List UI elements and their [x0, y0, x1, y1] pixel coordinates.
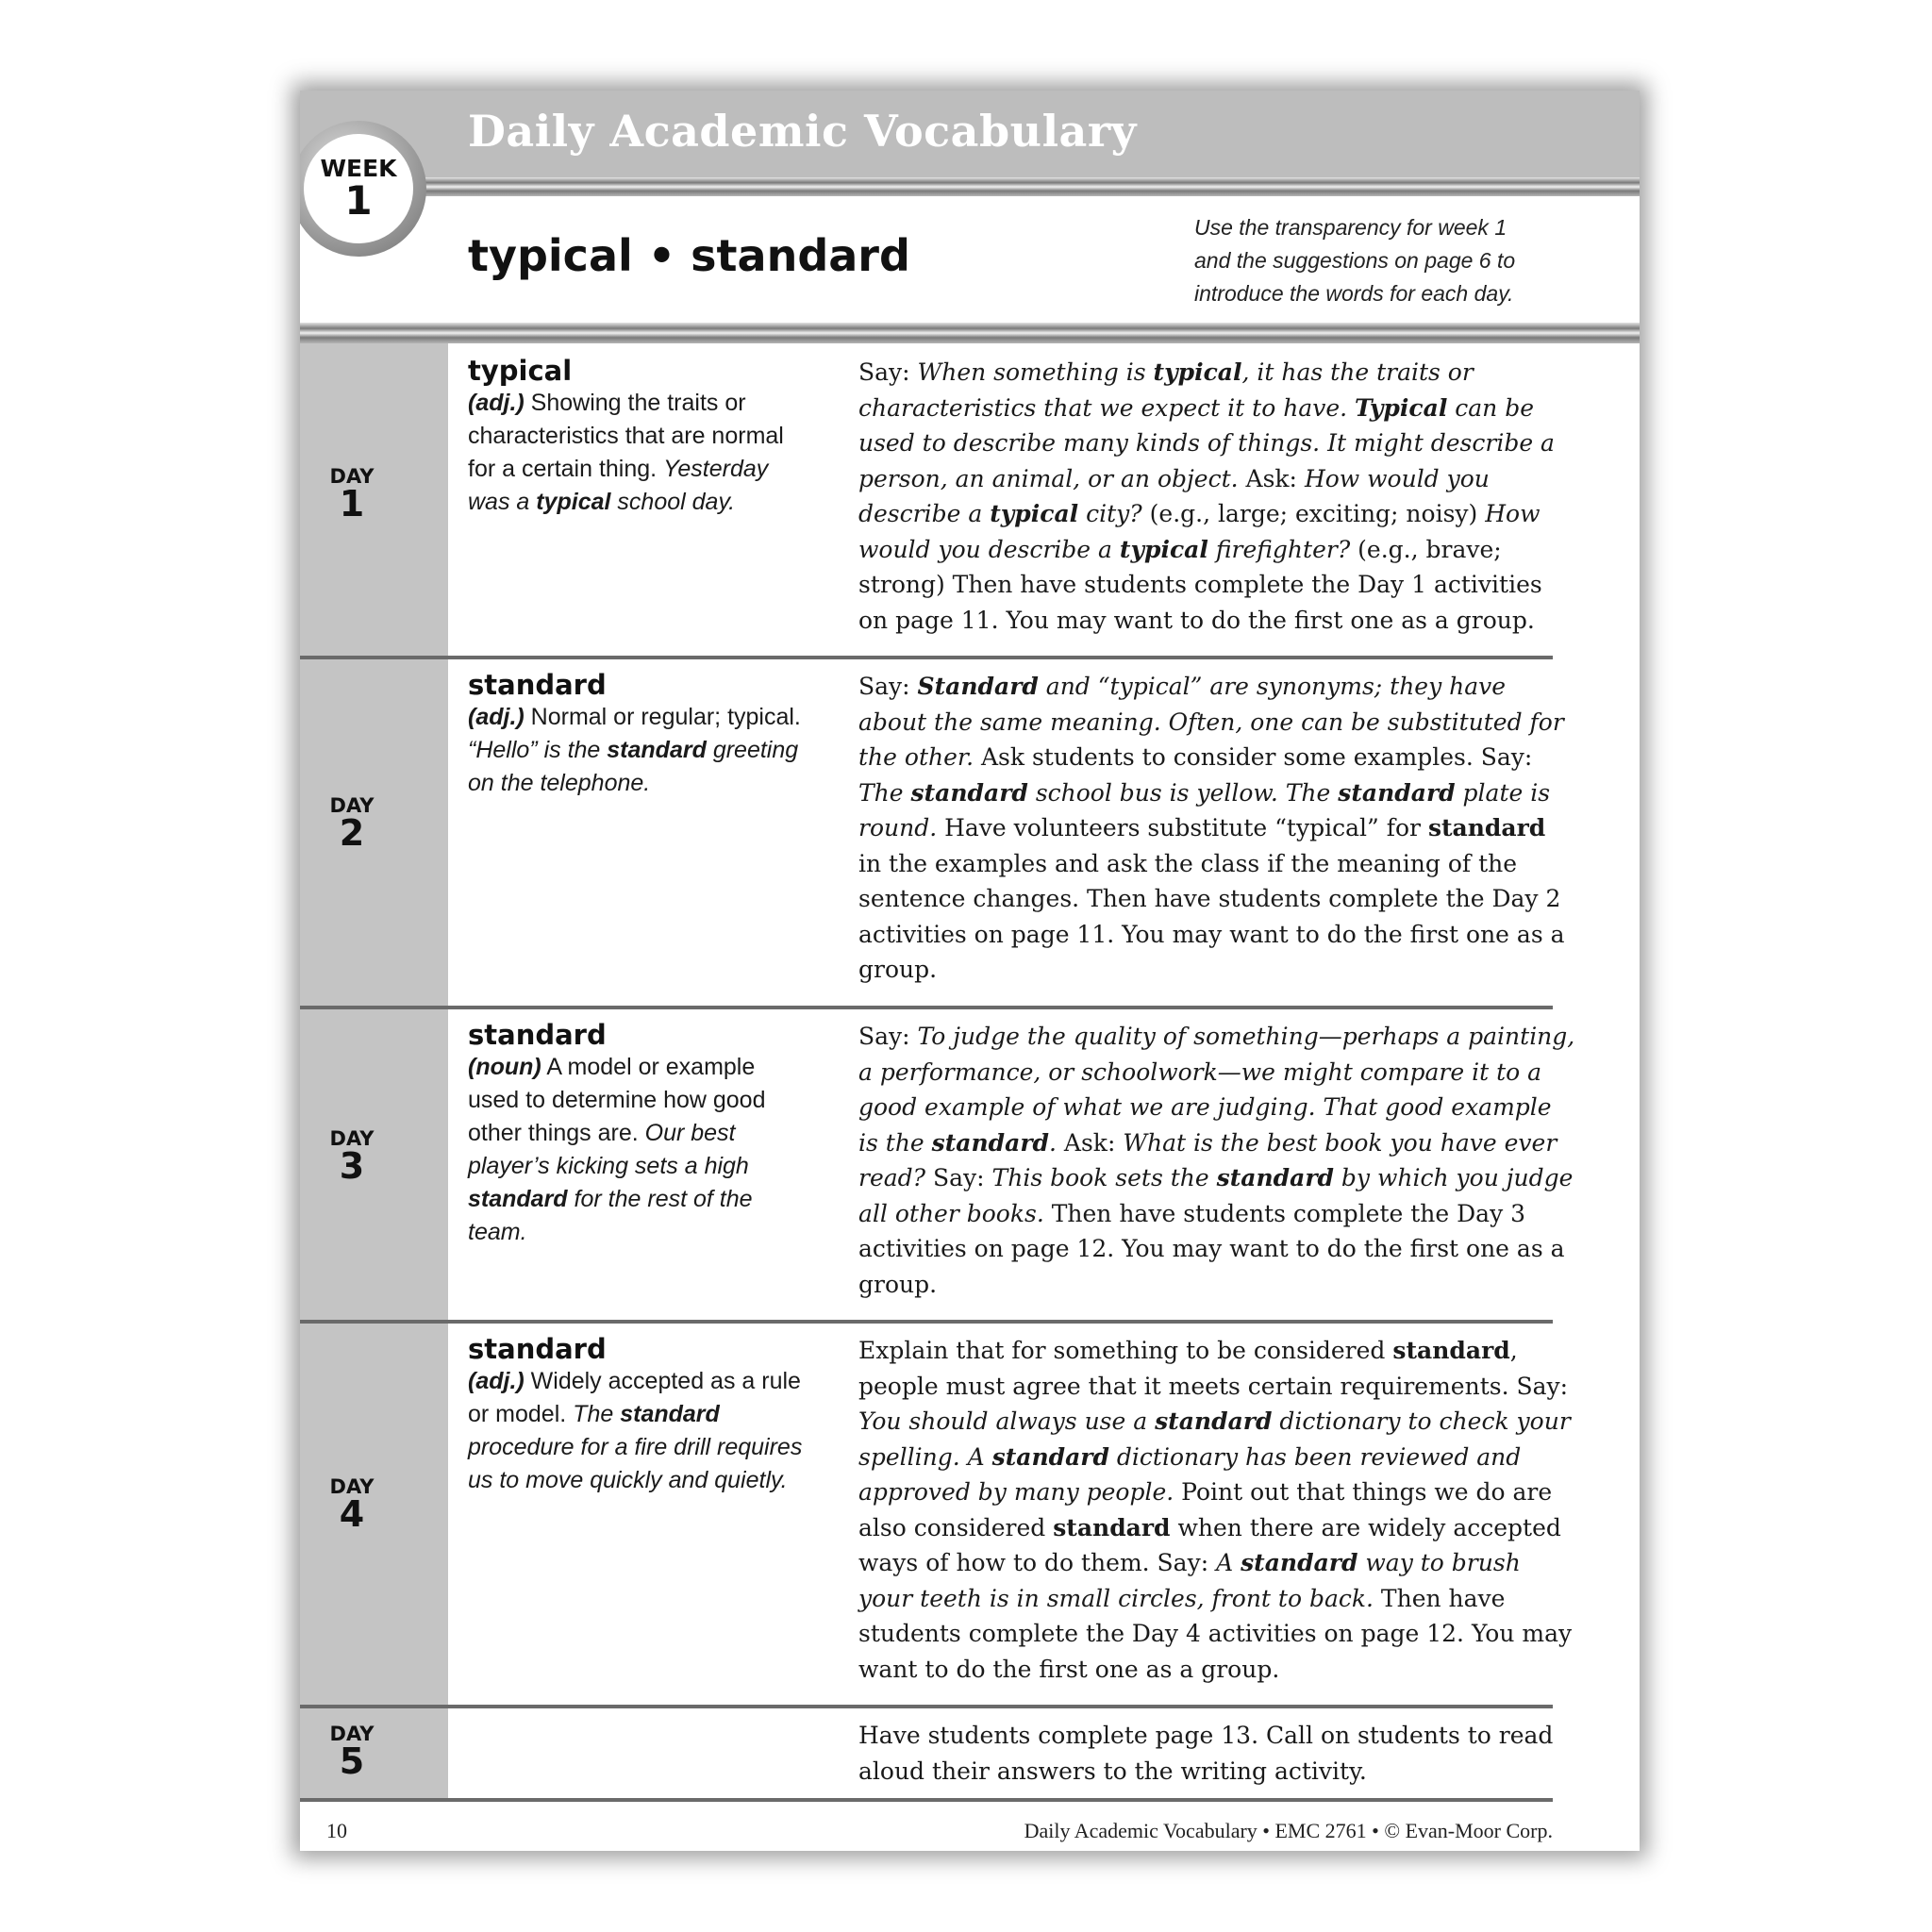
script-text-run: Have students complete page 13. Call on students to read aloud their answers to the writing activity. [858, 1722, 1554, 1785]
day-label-4: DAY 4 [329, 1475, 375, 1535]
day-column [300, 343, 448, 1798]
teacher-script-4 [858, 1333, 1575, 1687]
definition-2 [468, 669, 808, 800]
script-text-run: Typical [1355, 393, 1448, 422]
script-text-run: typical [1119, 535, 1208, 563]
example-sentence: “Hello” is the standard greeting on the telephone. [468, 737, 799, 796]
script-text-run: when there are widely accepted ways of how to do them. Say: [858, 1513, 1561, 1576]
week-badge [300, 121, 426, 257]
row-divider [300, 1006, 1553, 1009]
teacher-script-3 [858, 1019, 1575, 1302]
script-text-run: (e.g., brave; strong) Then have students complete the Day 1 activities on page 11. You may want to do the first one as a group. [858, 535, 1542, 634]
page-title: Daily Academic Vocabulary [468, 106, 1137, 157]
script-text-run: standard [1338, 778, 1456, 807]
row-divider [300, 656, 1553, 659]
vocab-word: standard [468, 1333, 607, 1365]
instruction-note: Use the transparency for week 1 and the suggestions on page 6 to introduce the words for each day. [1194, 215, 1516, 306]
script-text-run: standard [1155, 1407, 1273, 1435]
row-divider [300, 1798, 1553, 1802]
script-text-run: standard [931, 1128, 1050, 1157]
vocab-word: typical [468, 355, 573, 387]
script-text-run: This book sets the [991, 1164, 1217, 1191]
part-of-speech: (noun) [468, 1054, 541, 1080]
script-text-run: typical [990, 500, 1079, 527]
script-text-run: Ask: [1056, 1128, 1124, 1157]
script-text-run: firefighter? [1208, 535, 1351, 563]
definition-text: Normal or regular; typical. [530, 704, 801, 730]
part-of-speech: (adj.) [468, 1368, 525, 1394]
script-text-run: typical [1153, 358, 1242, 386]
script-text-run: plate is round. [858, 778, 1551, 841]
script-text-run: Have volunteers substitute “typical” for [937, 814, 1428, 841]
week-number: 1 [344, 177, 373, 224]
script-text-run: Say: [925, 1164, 992, 1191]
script-text-run: To judge the quality of something—perhaps a painting, a performance, or schoolwork—we might compare it to a good example of what we are judging. That good example is the [858, 1023, 1575, 1157]
week-words-title: typical • standard [468, 230, 910, 281]
day-label-2: DAY 2 [329, 794, 375, 854]
definition-text: Widely accepted as a rule or model. [468, 1368, 801, 1427]
script-text-run: dictionary has been reviewed and approved by many people. [858, 1442, 1522, 1506]
script-text-run: school bus is yellow. The [1027, 778, 1339, 807]
vocab-word: standard [468, 669, 607, 701]
header-divider [300, 177, 1640, 196]
example-sentence: Our best player’s kicking sets a high standard for the rest of the team. [468, 1120, 753, 1245]
script-text-run: standard [1216, 1164, 1334, 1191]
script-text-run: can be used to describe many kinds of things. It might describe a person, an animal, or an object. [858, 393, 1555, 492]
teacher-script-1 [858, 355, 1575, 638]
definition-3 [468, 1019, 808, 1249]
script-text-run: standard [1053, 1513, 1171, 1541]
script-text-run: What is the best book you have ever read? [858, 1128, 1557, 1191]
footer-credit: Daily Academic Vocabulary • EMC 2761 • © Evan-Moor Corp. [1024, 1819, 1553, 1842]
script-text-run: by which you judge all other books. [858, 1164, 1574, 1227]
script-text-run: , it has the traits or characteristics that we expect it to have. [858, 358, 1474, 422]
teacher-script-2 [858, 669, 1575, 988]
script-text-run: Then have students complete the Day 4 activities on page 12. You may want to do the first one as a group. [858, 1584, 1573, 1683]
page-number: 10 [326, 1819, 347, 1842]
definition-text: Showing the traits or characteristics that are normal for a certain thing. [468, 390, 784, 482]
definition-4 [468, 1333, 808, 1497]
script-text-run: standard [1392, 1337, 1510, 1364]
vocab-word: standard [468, 1019, 607, 1051]
script-text-run: , people must agree that it meets certain requirements. Say: [858, 1337, 1569, 1400]
script-text-run: How would you describe a [858, 500, 1541, 563]
part-of-speech: (adj.) [468, 390, 525, 416]
teacher-script-5 [858, 1718, 1575, 1789]
definition-text: A model or example used to determine how good other things are. [468, 1054, 766, 1146]
example-sentence: The standard procedure for a fire drill requires us to move quickly and quietly. [468, 1401, 803, 1493]
script-text-run: Ask students to consider some examples. Say: [974, 743, 1533, 771]
table-top-divider [300, 323, 1640, 343]
script-text-run: Standard [917, 673, 1039, 700]
script-text-run: Explain that for something to be considered [858, 1337, 1393, 1364]
script-text-run: . [1049, 1128, 1057, 1157]
script-text-run: (e.g., large; exciting; noisy) [1141, 500, 1486, 527]
day-label-5: DAY 5 [329, 1723, 375, 1782]
script-text-run: city? [1078, 500, 1142, 527]
script-text-run: When something is [917, 358, 1154, 386]
part-of-speech: (adj.) [468, 704, 525, 730]
script-text-run: Say: [858, 358, 918, 386]
script-text-run: standard [991, 1442, 1109, 1471]
script-text-run: How would you describe a [858, 464, 1490, 527]
script-text-run: You should always use a [858, 1407, 1156, 1435]
day-label-3: DAY 3 [329, 1127, 375, 1187]
script-text-run: in the examples and ask the class if the meaning of the sentence changes. Then have students complete the Day 2 activities on page 11. You may want to do the first one as a group. [858, 849, 1565, 983]
script-text-run: Say: [858, 673, 918, 700]
script-text-run: way to brush your teeth is in small circles, front to back. [858, 1549, 1521, 1612]
row-divider [300, 1705, 1553, 1708]
script-text-run: Say: [858, 1023, 918, 1050]
script-text-run: The [858, 778, 911, 807]
example-sentence: Yesterday was a typical school day. [468, 456, 769, 515]
script-text-run: Ask: [1238, 464, 1305, 492]
script-text-run: and “typical” are synonyms; they have about the same meaning. Often, one can be substituted for the other. [858, 673, 1564, 771]
week-label: WEEK [320, 155, 397, 182]
script-text-run: standard [910, 778, 1028, 807]
script-text-run: dictionary to check your spelling. A [858, 1407, 1571, 1471]
script-text-run: Point out that things we do are also considered [858, 1478, 1553, 1541]
day-label-1: DAY 1 [329, 465, 375, 525]
script-text-run: A [1216, 1549, 1241, 1576]
row-divider [300, 1320, 1553, 1324]
worksheet-page [300, 91, 1640, 1851]
script-text-run: Then have students complete the Day 3 activities on page 12. You may want to do the first one as a group. [858, 1199, 1565, 1298]
script-text-run: standard [1241, 1549, 1358, 1576]
definition-1 [468, 355, 808, 519]
script-text-run: standard [1427, 814, 1546, 841]
